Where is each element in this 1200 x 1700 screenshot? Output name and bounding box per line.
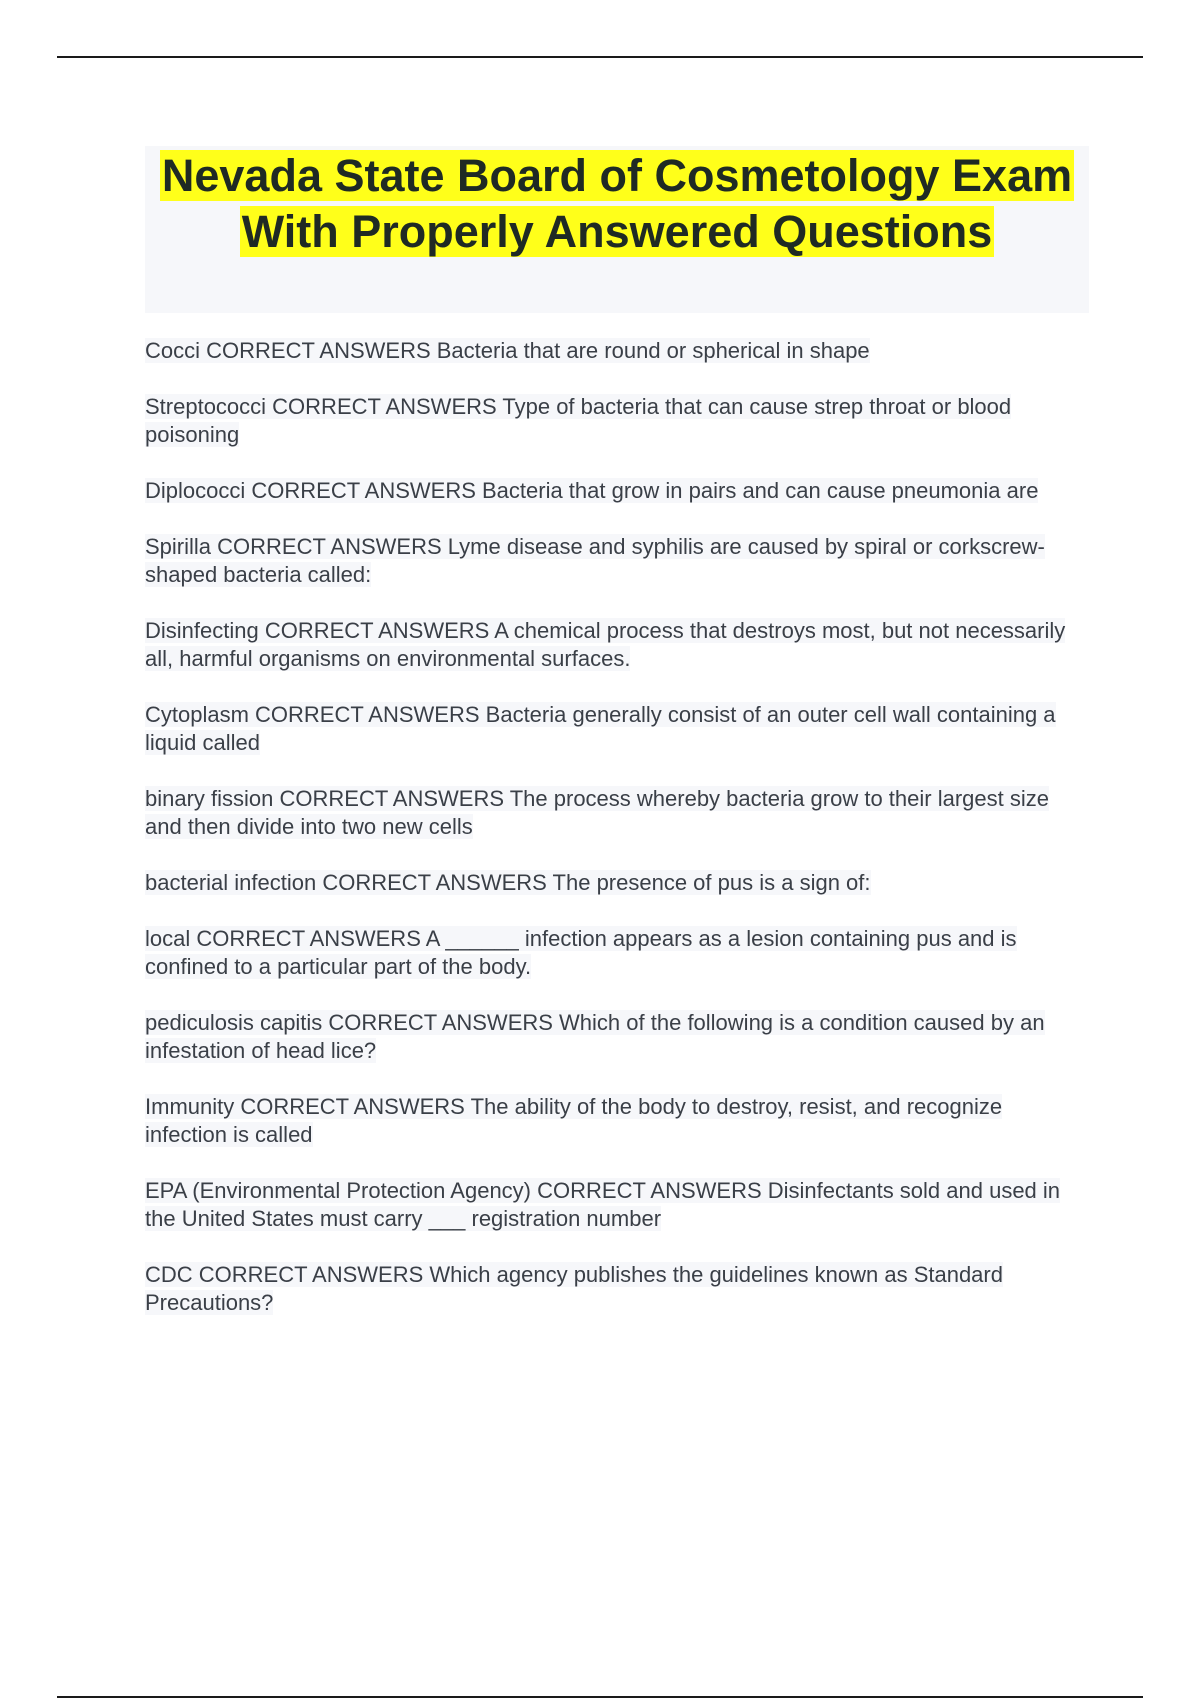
qa-entry: pediculosis capitis CORRECT ANSWERS Which of the following is a condition caused by an infestation of head lice? — [145, 1010, 1045, 1063]
bottom-rule — [57, 1696, 1143, 1698]
qa-entry: binary fission CORRECT ANSWERS The process whereby bacteria grow to their largest size and then divide into two new cells — [145, 786, 1049, 839]
qa-entry: Spirilla CORRECT ANSWERS Lyme disease and syphilis are caused by spiral or corkscrew-shaped bacteria called: — [145, 534, 1045, 587]
qa-entry: bacterial infection CORRECT ANSWERS The presence of pus is a sign of: — [145, 870, 871, 895]
qa-entry: Immunity CORRECT ANSWERS The ability of the body to destroy, resist, and recognize infection is called — [145, 1094, 1003, 1147]
document-title — [151, 148, 1083, 259]
top-rule — [57, 56, 1143, 58]
document-body — [145, 146, 1089, 1317]
title-band — [145, 146, 1089, 313]
qa-entry: Diplococci CORRECT ANSWERS Bacteria that grow in pairs and can cause pneumonia are — [145, 478, 1039, 503]
qa-entry: Disinfecting CORRECT ANSWERS A chemical process that destroys most, but not necessarily all, harmful organisms on environmental surfaces. — [145, 618, 1066, 671]
qa-entry: Streptococci CORRECT ANSWERS Type of bacteria that can cause strep throat or blood poisoning — [145, 394, 1012, 447]
document-title-text: Nevada State Board of Cosmetology Exam With Properly Answered Questions — [161, 150, 1073, 257]
qa-entry: Cytoplasm CORRECT ANSWERS Bacteria generally consist of an outer cell wall containing a liquid called — [145, 702, 1056, 755]
qa-list — [145, 337, 1089, 1317]
qa-entry: EPA (Environmental Protection Agency) CORRECT ANSWERS Disinfectants sold and used in the United States must carry ___ registration number — [145, 1178, 1061, 1231]
qa-entry: CDC CORRECT ANSWERS Which agency publishes the guidelines known as Standard Precautions? — [145, 1262, 1003, 1315]
qa-entry: local CORRECT ANSWERS A ______ infection appears as a lesion containing pus and is confined to a particular part of the body. — [145, 926, 1017, 979]
qa-entry: Cocci CORRECT ANSWERS Bacteria that are round or spherical in shape — [145, 338, 870, 363]
